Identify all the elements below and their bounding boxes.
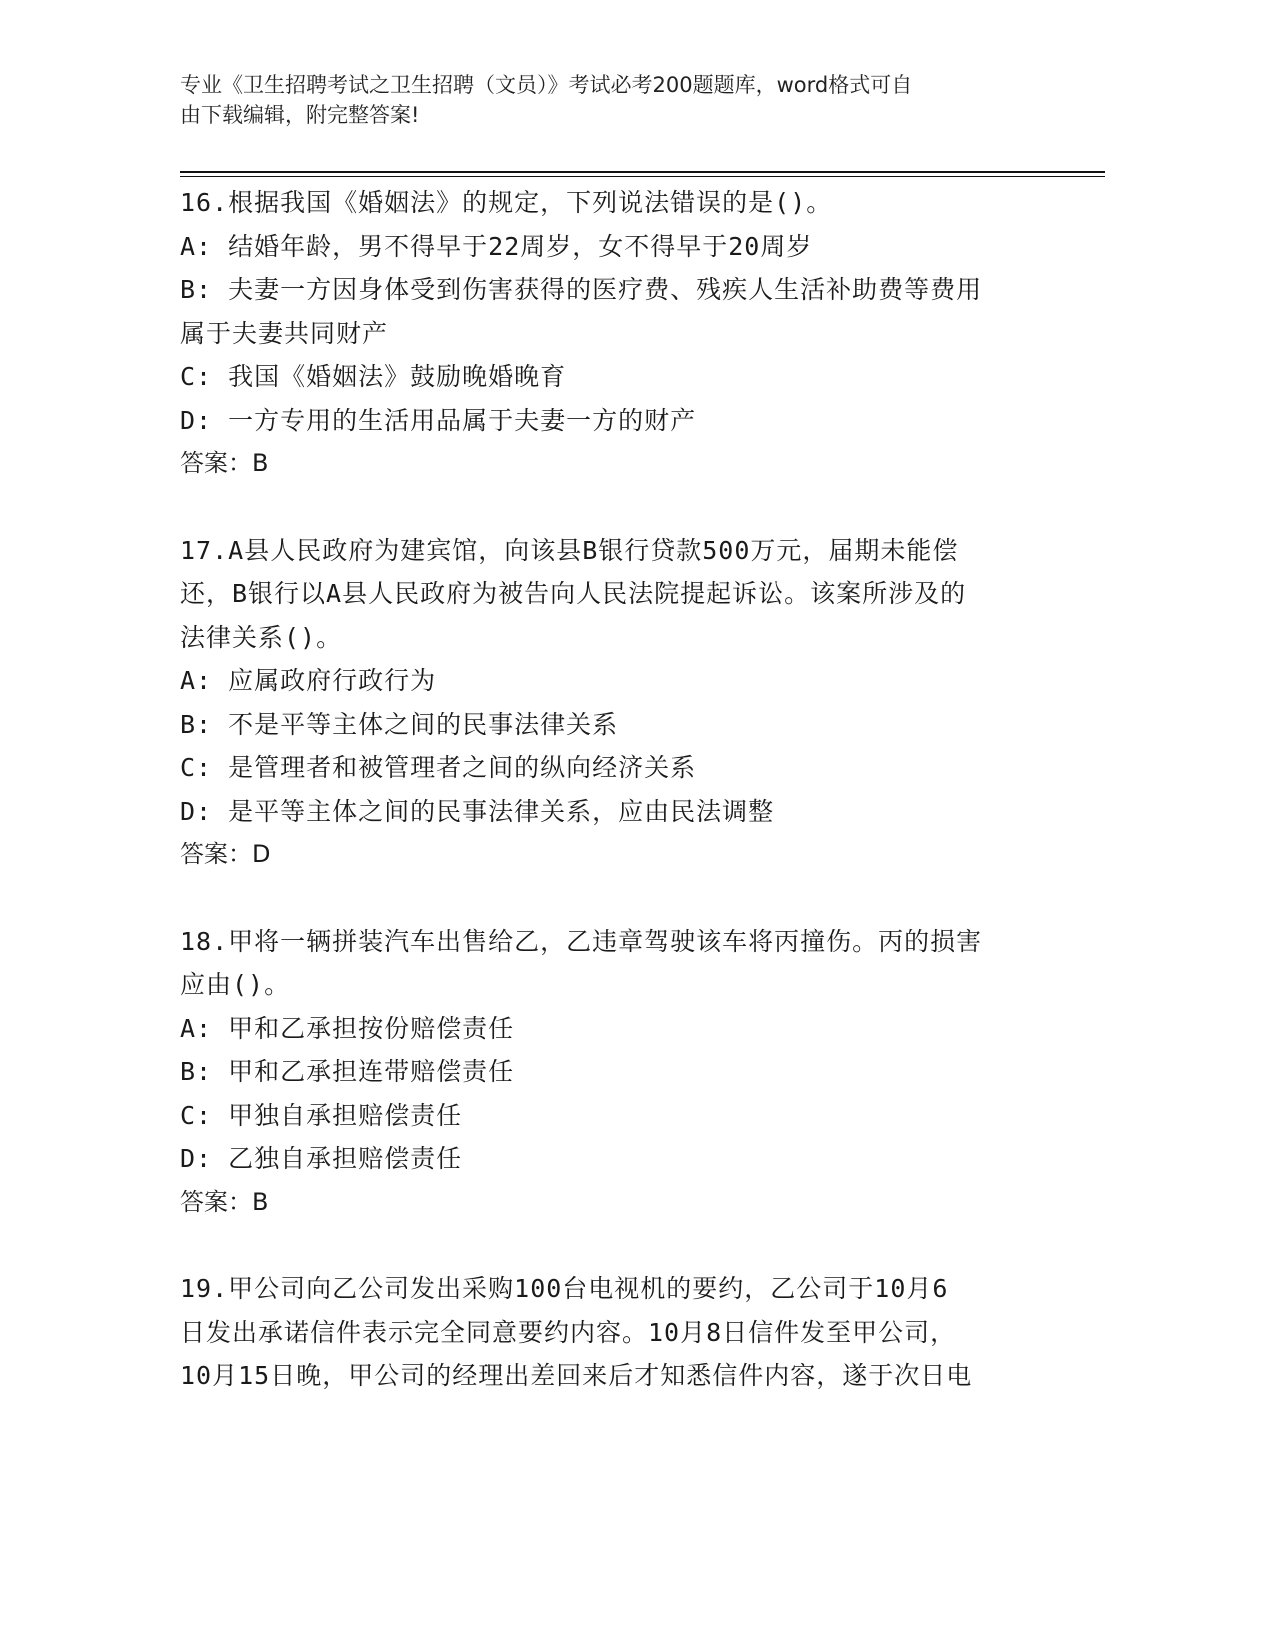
question-stem-line: 17.A县人民政府为建宾馆，向该县B银行贷款500万元，届期未能偿 xyxy=(180,535,959,565)
question-list xyxy=(180,181,1040,1441)
question-stem-line: 应由()。 xyxy=(180,970,291,999)
header-divider-thick xyxy=(180,171,1105,173)
option-line: A: 甲和乙承担按份赔偿责任 xyxy=(180,1013,515,1043)
question-stem-line: 还，B银行以A县人民政府为被告向人民法院提起诉讼。该案所涉及的 xyxy=(180,579,967,608)
header-line-2: 由下载编辑，附完整答案! xyxy=(180,103,420,127)
option-line: B: 不是平等主体之间的民事法律关系 xyxy=(180,709,619,739)
question-stem-line: 16.根据我国《婚姻法》的规定，下列说法错误的是()。 xyxy=(180,188,833,217)
document-header xyxy=(180,70,1060,130)
answer-line: 答案：B xyxy=(180,449,269,477)
answer-line: 答案：D xyxy=(180,840,271,868)
answer-line: 答案：B xyxy=(180,1187,269,1216)
option-line: C: 甲独自承担赔偿责任 xyxy=(180,1100,463,1130)
option-line: 属于夫妻共同财产 xyxy=(180,318,389,348)
question-block xyxy=(180,920,1040,1225)
question-stem-line: 19.甲公司向乙公司发出采购100台电视机的要约，乙公司于10月6 xyxy=(180,1274,949,1303)
option-line: A: 应属政府行政行为 xyxy=(180,666,437,695)
header-divider-thin xyxy=(180,176,1105,177)
question-stem-line: 日发出承诺信件表示完全同意要约内容。10月8日信件发至甲公司， xyxy=(180,1317,957,1347)
question-stem-line: 10月15日晚，甲公司的经理出差回来后才知悉信件内容，遂于次日电 xyxy=(180,1361,973,1390)
option-line: B: 夫妻一方因身体受到伤害获得的医疗费、残疾人生活补助费等费用 xyxy=(180,275,983,304)
option-line: D: 乙独自承担赔偿责任 xyxy=(180,1144,463,1173)
option-line: A: 结婚年龄，男不得早于22周岁，女不得早于20周岁 xyxy=(180,231,813,261)
option-line: D: 一方专用的生活用品属于夫妻一方的财产 xyxy=(180,405,697,435)
option-line: C: 是管理者和被管理者之间的纵向经济关系 xyxy=(180,753,697,782)
option-line: C: 我国《婚姻法》鼓励晚婚晚育 xyxy=(180,362,567,391)
header-line-1: 专业《卫生招聘考试之卫生招聘（文员）》考试必考200题题库，word格式可自 xyxy=(180,73,913,97)
question-block xyxy=(180,529,1040,877)
question-block xyxy=(180,181,1040,486)
question-stem-line: 18.甲将一辆拼装汽车出售给乙，乙违章驾驶该车将丙撞伤。丙的损害 xyxy=(180,926,983,956)
option-line: B: 甲和乙承担连带赔偿责任 xyxy=(180,1057,515,1086)
question-stem-line: 法律关系()。 xyxy=(180,622,343,652)
question-block xyxy=(180,1267,1040,1398)
option-line: D: 是平等主体之间的民事法律关系，应由民法调整 xyxy=(180,796,775,826)
